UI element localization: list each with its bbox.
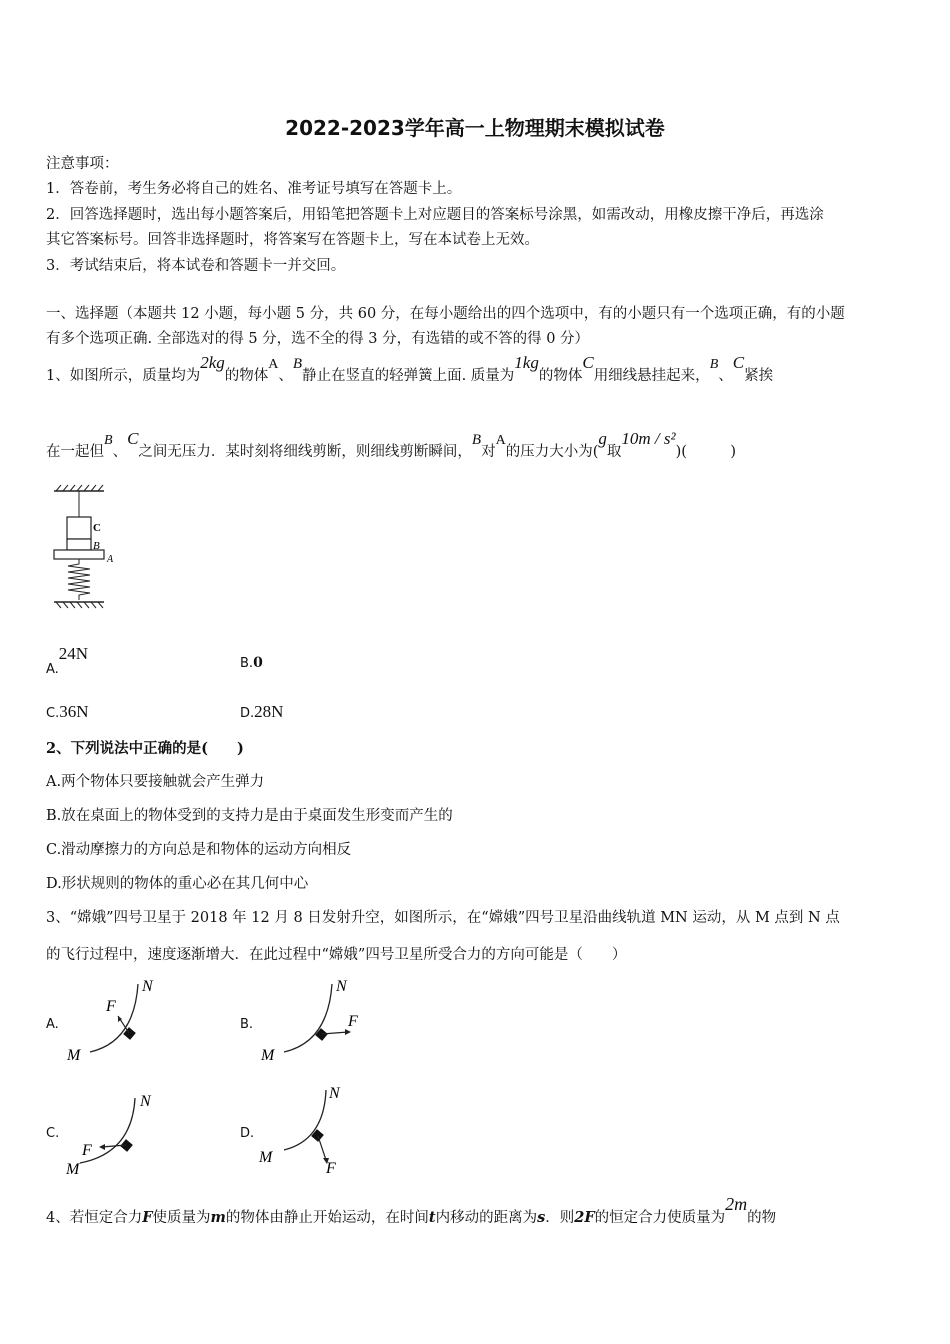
q1-option-a[interactable]: A.24N xyxy=(46,644,89,677)
page-title: 2022-2023学年高一上物理期末模拟试卷 xyxy=(285,116,665,140)
svg-text:M: M xyxy=(66,1161,80,1178)
q2-option-d[interactable]: D.形状规则的物体的重心必在其几何中心 xyxy=(46,876,309,892)
svg-text:F: F xyxy=(82,1142,92,1159)
svg-text:M: M xyxy=(259,1149,273,1166)
notice-heading: 注意事项： xyxy=(46,156,119,172)
q1-label-a: A xyxy=(107,554,114,565)
q3-stem-line1: 3、“嫦娥”四号卫星于 2018 年 12 月 8 日发射升空，如图所示，在“嫦娥”四号卫星沿曲线轨道 MN 运动，从 M 点到 N 点 xyxy=(46,910,840,926)
section-heading-line2: 有多个选项正确. 全部选对的得 5 分，选不全的得 3 分，有选错的或不答的得 0 分） xyxy=(46,331,590,347)
svg-text:N: N xyxy=(140,1093,151,1110)
notice-item-2: 2．回答选择题时，选出每小题答案后，用铅笔把答题卡上对应题目的答案标号涂黑，如需改动，用橡皮擦干净后，再选涂 xyxy=(46,207,824,223)
q1-gravity-value: 10m / s² xyxy=(621,429,676,448)
section-heading-line1: 一、选择题（本题共 12 小题，每小题 5 分，共 60 分，在每小题给出的四个选项中，有的小题只有一个选项正确，有的小题 xyxy=(46,306,845,322)
svg-text:M: M xyxy=(67,1047,81,1064)
svg-text:N: N xyxy=(329,1085,340,1102)
q2-option-b[interactable]: B.放在桌面上的物体受到的支持力是由于桌面发生形变而产生的 xyxy=(46,808,453,824)
q1-option-c[interactable]: C.36N xyxy=(46,702,89,721)
q2-option-c[interactable]: C.滑动摩擦力的方向总是和物体的运动方向相反 xyxy=(46,842,352,858)
notice-item-1: 1．答卷前，考生务必将自己的姓名、准考证号填写在答题卡上。 xyxy=(46,181,462,197)
q3-stem-line2: 的飞行过程中，速度逐渐增大．在此过程中“嫦娥”四号卫星所受合力的方向可能是（ ） xyxy=(46,947,627,963)
q1-mass-c: 1kg xyxy=(514,353,539,372)
q3-figure-b xyxy=(256,974,366,1069)
q3-figure-c xyxy=(62,1088,172,1183)
q1-spring-figure xyxy=(46,484,126,614)
q4-stem-line1: 4、若恒定合力F使质量为m的物体由静止开始运动，在时间t内移动的距离为s．则2F的恒定合力使质量为2m的物 xyxy=(46,1194,777,1226)
q3-option-c[interactable]: C. xyxy=(46,1126,60,1141)
q3-option-a[interactable]: A. xyxy=(46,1017,59,1032)
svg-text:F: F xyxy=(348,1013,358,1030)
svg-text:M: M xyxy=(261,1047,275,1064)
q3-option-d[interactable]: D. xyxy=(240,1126,255,1141)
q1-stem-line2: 在一起但B、C之间无压力．某时刻将细线剪断，则细线剪断瞬间，B对A的压力大小为(g取10m / s²)( ) xyxy=(46,429,737,460)
svg-text:F: F xyxy=(326,1160,336,1177)
notice-item-3: 3．考试结束后，将本试卷和答题卡一并交回。 xyxy=(46,258,346,274)
q2-option-a[interactable]: A.两个物体只要接触就会产生弹力 xyxy=(46,774,265,790)
q4-mass-2m: 2m xyxy=(725,1194,748,1214)
q1-stem-line1: 1、如图所示，质量均为2kg的物体A、B静止在竖直的轻弹簧上面. 质量为1kg的物体C用细线悬挂起来，B、C紧挨 xyxy=(46,353,774,384)
q1-label-b: B xyxy=(93,540,100,552)
q3-figure-d xyxy=(256,1080,366,1180)
notice-item-2-cont: 其它答案标号。回答非选择题时，将答案写在答题卡上，写在本试卷上无效。 xyxy=(46,232,539,248)
svg-text:F: F xyxy=(106,998,116,1015)
svg-text:N: N xyxy=(336,978,347,995)
q1-mass-ab: 2kg xyxy=(200,353,225,372)
q1-label-c: C xyxy=(93,522,101,534)
q1-option-d[interactable]: D.28N xyxy=(240,702,284,721)
q1-option-b[interactable]: B.0 xyxy=(240,655,263,671)
svg-text:N: N xyxy=(142,978,153,995)
q3-figure-a xyxy=(62,974,172,1069)
q3-option-b[interactable]: B. xyxy=(240,1017,254,1032)
q2-stem: 2、下列说法中正确的是( ) xyxy=(46,740,244,757)
